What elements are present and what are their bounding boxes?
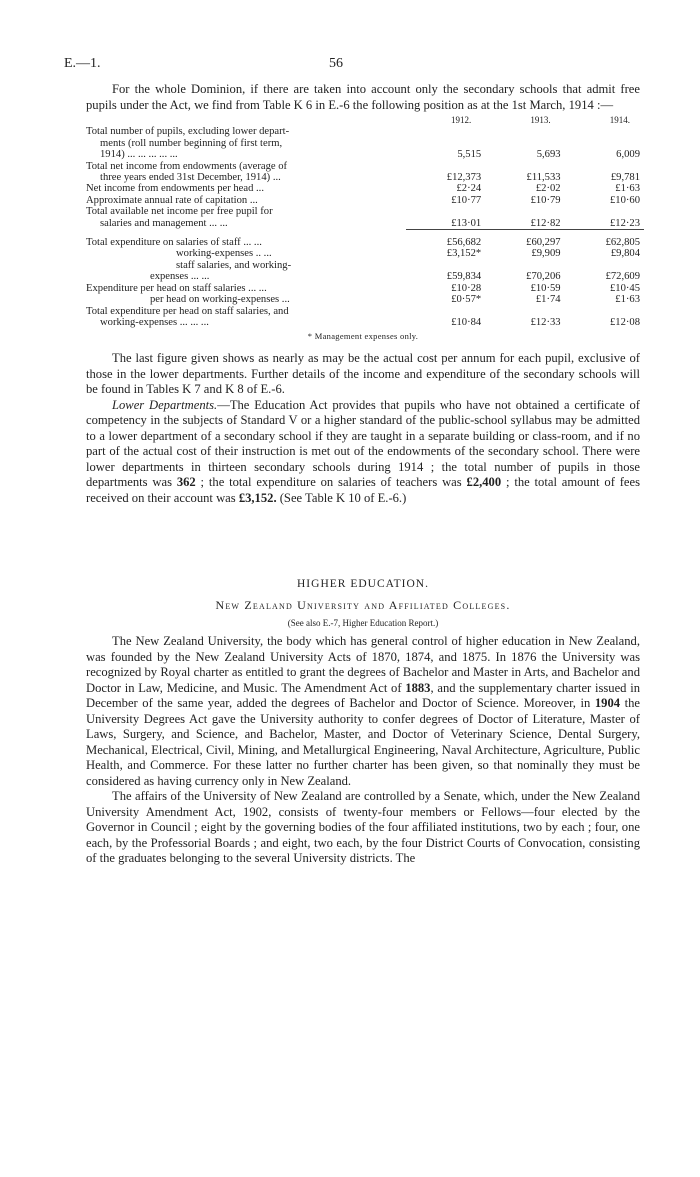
cell-value: £70,206 [526,271,561,283]
table-row [86,237,644,248]
cell-value: £72,609 [605,271,640,283]
table-row [86,283,644,294]
cell-value: £2·02 [535,183,561,195]
row-label: Total expenditure on salaries of staff ... ... [86,237,262,249]
cell-value: £11,533 [526,172,561,184]
cell-value: £3,152* [446,248,482,260]
document-reference: E.—1. [64,56,101,71]
cell-value: £10·59 [530,282,561,294]
finance-table [86,115,644,328]
cell-value: £12·33 [530,316,561,328]
document-page [64,56,641,867]
table-row [86,149,644,160]
paragraph-actual-cost: The last figure given shows as nearly as may be the actual cost per annum for each pupil, exclusive of those in the lower departments. Further details of the income and expenditure of the secondary schools will be found in Tables K 7 and K 8 of E.-6. [86,351,640,397]
table-row [86,294,644,305]
paragraph-senate: The affairs of the University of New Zealand are controlled by a Senate, which, under the New Zealand University Amendment Act, 1902, consists of twenty-four members or Fellows—four elected by the Governor in Council ; eight by the governing bodies of the four affiliated institutions, two by each ; four, one each, by the Professorial Boards ; and eight, two each, by the four District Courts of Convocation, consisting of the graduates belonging to the several University districts. The [86,789,640,866]
row-label: Total expenditure per head on staff salaries, and [86,305,289,317]
year-header: 1914. [609,115,630,125]
section-title: HIGHER EDUCATION. [297,578,429,591]
table-rule [86,230,644,238]
table-row [86,195,644,206]
paragraph-university-history: The New Zealand University, the body which has general control of higher education in New Zealand, was founded by the New Zealand University Acts of 1870, 1874, and 1875. In 1876 the University was recognized by Royal charter as entitled to grant the degrees of Bachelor and Master in Arts, and Bachelor and Doctor in Law, Medicine, and Music. The Amendment Act of 1883, and the supplementary charter issued in December of the same year, added the degrees of Bachelor and Doctor of Science. Moreover, in 1904 the University Degrees Act gave the University authority to confer degrees of Doctor of Literature, Master of Laws, Surgery, and Science, and Bachelor, Master, and Doctor of Veterinary Science, Dental Surgery, Mechanical, Electrical, Civil, Mining, and Metallurgical Engineering, Naval Architecture, Agriculture, Public Health, and Commerce. For these latter no further charter has been given, so that nominally they must be considered as having currency only in New Zealand. [86,634,640,788]
cell-value: £10·77 [451,194,482,206]
cell-value: £1·74 [535,294,561,306]
row-label: working-expenses ... ... ... [100,316,209,328]
paragraph-lower-departments: Lower Departments.—The Education Act provides that pupils who have not obtained a certificate of competency in the subjects of Standard V or a higher standard of the public-school syllabus may be admitted to a lower department of a secondary school if they are taught in a separate building or class-room, and if no part of the actual cost of their instruction is met out of the endowments of the secondary school. There were lower departments in thirteen secondary schools during 1914 ; the total number of pupils in those departments was 362 ; the total expenditure on salaries of teachers was £2,400 ; the total amount of fees received on their account was £3,152. (See Table K 10 of E.-6.) [86,397,641,505]
cell-value: £12·08 [609,316,640,328]
lower-departments-heading: Lower Departments. [112,397,218,412]
table-row [86,161,644,172]
row-label: expenses ... ... [150,271,210,283]
cell-value: £1·63 [615,183,640,195]
cell-value: £10·45 [609,282,640,294]
table-row [86,260,644,271]
table-row [86,206,644,217]
row-label: working-expenses .. ... [176,248,272,260]
cell-value: £1·63 [615,294,640,306]
cell-value: £9,804 [610,248,640,260]
cell-value: £12,373 [446,172,482,184]
section-subtitle: New Zealand University and Affiliated Colleges. [215,598,511,613]
row-label: Approximate annual rate of capitation ... [86,194,258,206]
table-footnote: * Management expenses only. [307,331,419,342]
cell-value: £56,682 [446,237,482,249]
year-header: 1913. [530,115,551,125]
row-label: Net income from endowments per head ... [86,183,264,195]
row-label: Total net income from endowments (average of [86,160,288,172]
table-row [86,126,644,137]
row-label: per head on working-expenses ... [150,294,290,306]
intro-paragraph: For the whole Dominion, if there are taken into account only the secondary schools that admit free pupils under the Act, we find from Table K 6 in E.-6 the following position as at the 1st March, 1914 :— [86,82,640,112]
table-row [86,317,644,328]
table-row [86,306,644,317]
row-label: salaries and management ... ... [100,218,228,230]
row-label: staff salaries, and working- [176,259,292,271]
page-number: 56 [329,56,343,71]
table-row [86,183,644,194]
row-label: ments (roll number beginning of first term, [100,137,283,149]
year-header: 1912. [450,115,472,125]
cell-value: £12·23 [609,217,640,229]
row-label: 1914) ... ... ... ... ... [100,149,178,161]
cell-value: 5,693 [536,149,561,161]
cell-value: £12·82 [530,217,561,229]
cell-value: £9,781 [610,172,640,184]
cell-value: £62,805 [605,237,640,249]
table-row [86,271,644,282]
cell-value: £60,297 [526,237,561,249]
cell-value: 5,515 [457,149,482,161]
table-header-row [86,115,644,126]
row-label: Total number of pupils, excluding lower depart- [86,126,290,138]
cell-value: £10·79 [530,194,561,206]
section-note: (See also E.-7, Higher Education Report.) [287,618,439,629]
page-header [64,56,640,82]
table-row [86,218,644,230]
cell-value: 6,009 [616,149,640,161]
table-row [86,138,644,149]
cell-value: £13·01 [451,217,482,229]
table-row [86,248,644,259]
cell-value: £9,909 [531,248,561,260]
cell-value: £10·84 [451,316,482,328]
row-label: Total available net income per free pupil for [86,206,273,218]
row-label: three years ended 31st December, 1914) ... [100,172,281,184]
cell-value: £2·24 [456,183,482,195]
cell-value: £10·60 [609,194,640,206]
cell-value: £0·57* [451,294,482,306]
cell-value: £10·28 [451,282,482,294]
cell-value: £59,834 [446,271,482,283]
row-label: Expenditure per head on staff salaries ... ... [86,282,267,294]
table-row [86,172,644,183]
